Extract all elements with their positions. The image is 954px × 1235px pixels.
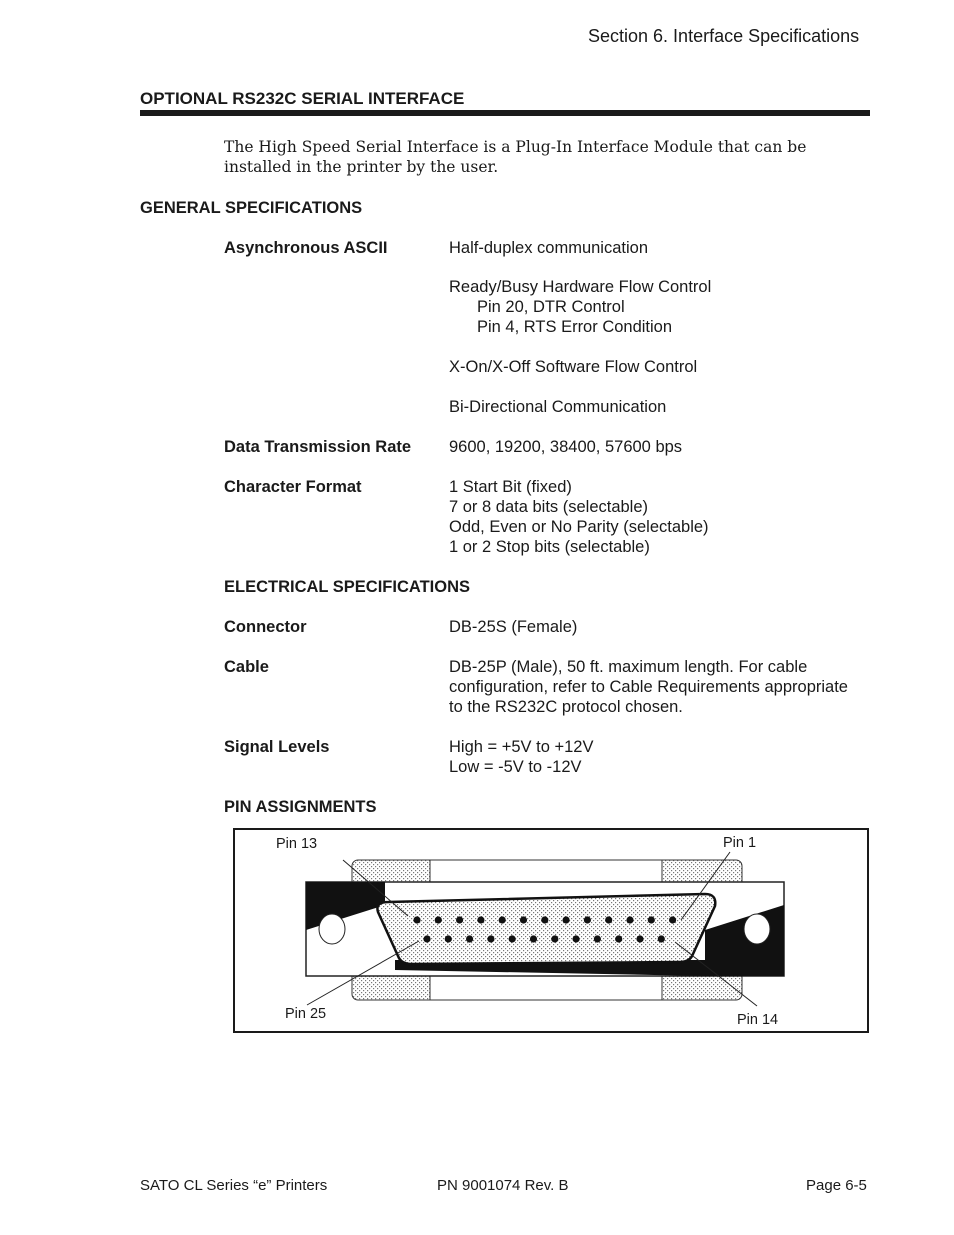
async-label: Asynchronous ASCII <box>224 239 388 257</box>
pin25-label: Pin 25 <box>285 1006 327 1022</box>
mount-hole-left <box>319 914 345 944</box>
pin-assignments-heading: PIN ASSIGNMENTS <box>224 798 377 816</box>
running-header: Section 6. Interface Specifications <box>588 26 860 46</box>
pin-contact <box>563 916 570 923</box>
connector-value: DB-25S (Female) <box>449 618 578 636</box>
pin-contact <box>658 935 665 942</box>
signal-label: Signal Levels <box>224 738 330 756</box>
pin-contact <box>435 916 442 923</box>
rate-value: 9600, 19200, 38400, 57600 bps <box>449 438 683 456</box>
signal-values <box>449 737 869 777</box>
cable-line: configuration, refer to Cable Requirements appropriate <box>449 678 848 696</box>
pin-contact <box>445 935 452 942</box>
format-label: Character Format <box>224 478 362 496</box>
mount-hole-right <box>744 914 770 944</box>
async-line: Half-duplex communication <box>449 239 649 257</box>
rate-label: Data Transmission Rate <box>224 438 412 456</box>
async-line: Pin 20, DTR Control <box>477 298 625 316</box>
d-shell <box>377 894 715 964</box>
pin13-label: Pin 13 <box>276 836 318 852</box>
cable-values <box>449 657 869 717</box>
cable-line: DB-25P (Male), 50 ft. maximum length. For cable <box>449 658 808 676</box>
format-line: 1 Start Bit (fixed) <box>449 478 572 496</box>
pin-contact <box>413 916 420 923</box>
pin-contact <box>520 916 527 923</box>
pin-contact <box>456 916 463 923</box>
format-line: Odd, Even or No Parity (selectable) <box>449 518 709 536</box>
general-specifications-heading: GENERAL SPECIFICATIONS <box>140 199 363 217</box>
pin-contact <box>636 935 643 942</box>
footer-center: PN 9001074 Rev. B <box>437 1177 569 1194</box>
pin-contact <box>626 916 633 923</box>
db25-connector-figure <box>233 828 869 1033</box>
format-line: 1 or 2 Stop bits (selectable) <box>449 538 650 556</box>
async-line: Pin 4, RTS Error Condition <box>477 318 673 336</box>
connector-label: Connector <box>224 618 307 636</box>
electrical-specifications-heading: ELECTRICAL SPECIFICATIONS <box>224 578 470 596</box>
cable-line: to the RS232C protocol chosen. <box>449 698 683 716</box>
cable-label: Cable <box>224 658 269 676</box>
pin-contact <box>584 916 591 923</box>
pin-contact <box>573 935 580 942</box>
signal-line: High = +5V to +12V <box>449 738 594 756</box>
pin-contact <box>648 916 655 923</box>
pin-contact <box>477 916 484 923</box>
footer-right: Page 6-5 <box>806 1177 867 1194</box>
pin14-label: Pin 14 <box>737 1012 779 1028</box>
pin-contact <box>605 916 612 923</box>
async-line: Ready/Busy Hardware Flow Control <box>449 278 712 296</box>
format-line: 7 or 8 data bits (selectable) <box>449 498 649 516</box>
pin-contact <box>615 935 622 942</box>
signal-line: Low = -5V to -12V <box>449 758 582 776</box>
async-line: Bi-Directional Communication <box>449 398 667 416</box>
pin-contact <box>487 935 494 942</box>
db25-connector-diagram <box>235 830 867 1031</box>
pin1-label: Pin 1 <box>723 835 757 851</box>
async-values <box>449 238 869 417</box>
pin-contact <box>509 935 516 942</box>
section-title: OPTIONAL RS232C SERIAL INTERFACE <box>140 89 465 108</box>
intro-paragraph: The High Speed Serial Interface is a Plug-In Interface Module that can be installed in the printer by the user. <box>224 138 807 176</box>
pin-contact <box>551 935 558 942</box>
pin-contact <box>423 935 430 942</box>
format-values <box>449 477 869 557</box>
pin-contact <box>669 916 676 923</box>
pin-contact <box>541 916 548 923</box>
async-line: X-On/X-Off Software Flow Control <box>449 358 698 376</box>
pin-contact <box>466 935 473 942</box>
footer-left: SATO CL Series “e” Printers <box>140 1177 328 1194</box>
title-rule <box>140 110 870 116</box>
pin-contact <box>530 935 537 942</box>
pin-contact <box>499 916 506 923</box>
pin-contact <box>594 935 601 942</box>
